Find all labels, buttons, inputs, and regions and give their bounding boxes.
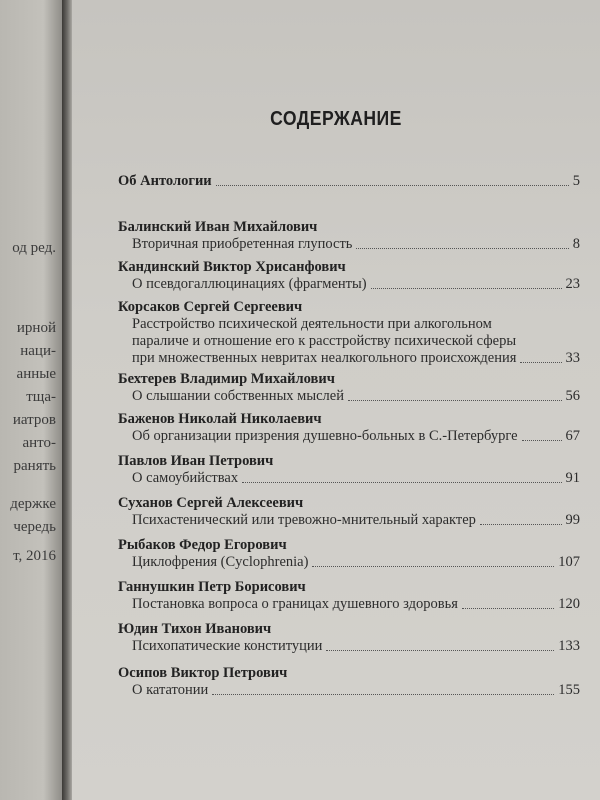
left-page-text: наци- xyxy=(20,343,56,359)
left-page-text: од ред. xyxy=(12,240,56,256)
toc-author: Юдин Тихон Иванович xyxy=(118,621,272,637)
toc-entry xyxy=(118,298,580,367)
leader-dots xyxy=(326,650,554,651)
toc-author: Суханов Сергей Алексеевич xyxy=(118,495,304,511)
toc-intro-title: Об Антологии xyxy=(118,173,212,189)
leader-dots xyxy=(242,482,561,483)
toc-author: Баженов Николай Николаевич xyxy=(118,411,322,427)
toc-author: Осипов Виктор Петрович xyxy=(118,665,288,681)
left-page-text: анные xyxy=(16,366,56,382)
toc-page xyxy=(72,0,600,800)
toc-work-title-line: параличе и отношение его к расстройству психической сферы xyxy=(132,333,517,349)
toc-page-number: 67 xyxy=(565,428,580,444)
left-page-text: анто- xyxy=(22,435,56,451)
left-page-text: тща- xyxy=(26,389,56,405)
toc-page-number: 155 xyxy=(558,682,580,698)
toc-page-number: 120 xyxy=(558,596,580,612)
toc-work-title: Постановка вопроса о границах душевного здоровья xyxy=(132,596,458,612)
toc-work-title: О самоубийствах xyxy=(132,470,239,486)
toc-author: Бехтерев Владимир Михайлович xyxy=(118,371,335,387)
toc-intro-entry xyxy=(118,172,580,190)
toc-entry xyxy=(118,370,580,405)
toc-page-number: 99 xyxy=(565,512,580,528)
toc-page-number: 8 xyxy=(572,236,580,252)
leader-dots xyxy=(348,400,562,401)
toc-work-title: О слышании собственных мыслей xyxy=(132,388,344,404)
leader-dots xyxy=(462,608,554,609)
toc-page-number: 133 xyxy=(558,638,580,654)
book-gutter xyxy=(62,0,72,800)
left-page-text: чередь xyxy=(13,519,56,535)
toc-work-title: Психастенический или тревожно-мнительный характер xyxy=(132,512,476,528)
left-page-text: ирной xyxy=(16,320,56,336)
toc-author: Ганнушкин Петр Борисович xyxy=(118,579,306,595)
toc-page-number: 107 xyxy=(558,554,580,570)
toc-entry xyxy=(118,452,580,487)
leader-dots xyxy=(480,524,562,525)
toc-work-title: О псевдогаллюцинациях (фрагменты) xyxy=(132,276,367,292)
toc-entry xyxy=(118,620,580,655)
toc-page-number: 23 xyxy=(565,276,580,292)
left-page-edge xyxy=(0,0,62,800)
toc-page-number: 56 xyxy=(565,388,580,404)
toc-work-title: Вторичная приобретенная глупость xyxy=(132,236,353,252)
toc-work-title-line: при множественных невритах неалкогольного происхождения xyxy=(132,350,517,366)
toc-work-title-line: Расстройство психической деятельности при алкогольном xyxy=(132,316,492,332)
toc-entry xyxy=(118,258,580,293)
toc-entry xyxy=(118,218,580,253)
toc-work-title: Об организации призрения душевно-больных в С.-Петербурге xyxy=(132,428,518,444)
leader-dots xyxy=(356,248,568,249)
left-page-text: ранять xyxy=(13,458,56,474)
leader-dots xyxy=(520,362,561,363)
toc-author: Павлов Иван Петрович xyxy=(118,453,274,469)
toc-entry xyxy=(118,494,580,529)
leader-dots xyxy=(371,288,562,289)
page-title: СОДЕРЖАНИЕ xyxy=(270,108,402,130)
toc-author: Балинский Иван Михайлович xyxy=(118,219,318,235)
toc-author: Корсаков Сергей Сергеевич xyxy=(118,299,303,315)
toc-page-number: 33 xyxy=(565,350,580,366)
leader-dots xyxy=(212,694,554,695)
leader-dots xyxy=(522,440,562,441)
leader-dots xyxy=(216,185,569,186)
toc-work-title: О кататонии xyxy=(132,682,209,698)
toc-entry xyxy=(118,536,580,571)
toc-author: Кандинский Виктор Хрисанфович xyxy=(118,259,346,275)
left-page-text: т, 2016 xyxy=(13,548,56,564)
toc-work-title: Психопатические конституции xyxy=(132,638,323,654)
left-page-text: иатров xyxy=(12,412,56,428)
toc-work-title: Циклофрения (Cyclophrenia) xyxy=(132,554,309,570)
toc-entry xyxy=(118,664,580,699)
toc-entry xyxy=(118,578,580,613)
toc-author: Рыбаков Федор Егорович xyxy=(118,537,287,553)
leader-dots xyxy=(312,566,554,567)
left-page-text: держке xyxy=(10,496,56,512)
toc-entry xyxy=(118,410,580,445)
toc-page-number: 91 xyxy=(565,470,580,486)
toc-page-number: 5 xyxy=(572,173,580,189)
